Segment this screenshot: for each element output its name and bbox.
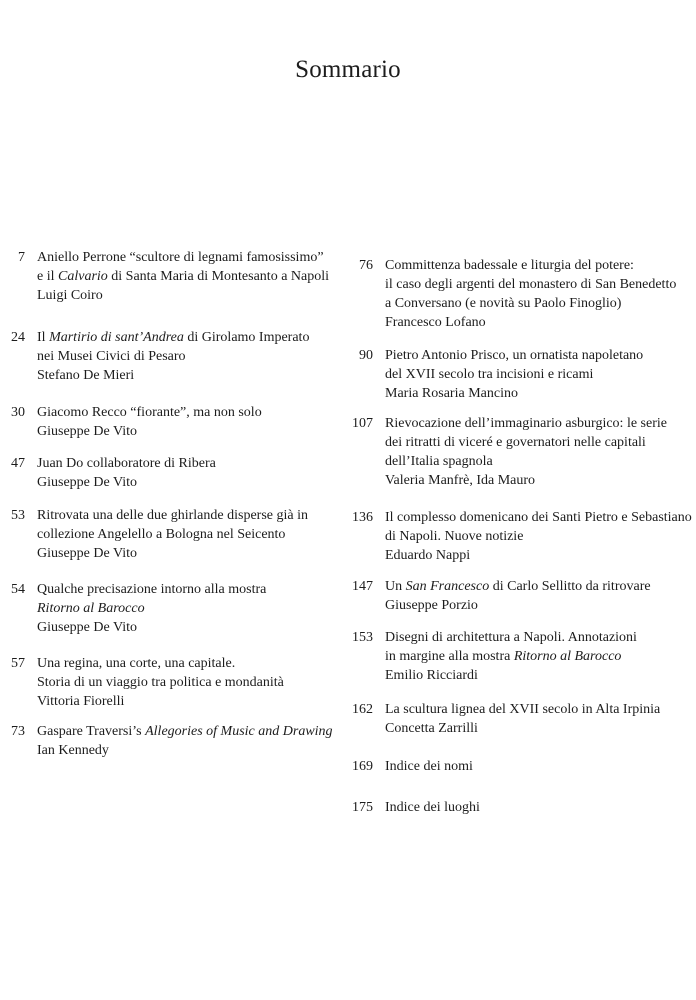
italic-title-text: Allegories of Music and Drawing	[145, 724, 333, 739]
entry-author: Eduardo Nappi	[385, 548, 471, 563]
entry-title-line	[37, 347, 330, 366]
page-number: 30	[11, 405, 25, 420]
entry-author: Stefano De Mieri	[37, 368, 135, 383]
entry-body	[385, 628, 678, 685]
italic-title-text: Ritorno al Barocco	[37, 601, 145, 616]
title-text: e il	[37, 269, 58, 284]
italic-title-text: San Francesco	[405, 579, 490, 594]
title-text: Una regina, una corte, una capitale.	[37, 656, 236, 671]
page-number: 47	[11, 456, 25, 471]
entry-author: Giuseppe Porzio	[385, 598, 478, 613]
toc-entry	[0, 248, 330, 305]
title-text: collezione Angelello a Bologna nel Seicento	[37, 527, 286, 542]
page-number: 57	[11, 656, 25, 671]
entry-title-line	[37, 599, 330, 618]
italic-title-text: Martirio di sant’Andrea	[49, 330, 184, 345]
toc-entry	[348, 700, 678, 738]
page-number: 53	[11, 508, 25, 523]
entry-body	[37, 328, 330, 385]
entry-title-line	[37, 525, 330, 544]
entry-author: Giuseppe De Vito	[37, 546, 137, 561]
page-number: 54	[11, 582, 25, 597]
toc-entry	[348, 414, 678, 490]
toc-entry	[348, 508, 692, 565]
entry-title-line	[37, 454, 330, 473]
toc-entry	[348, 577, 678, 615]
title-text: Rievocazione dell’immaginario asburgico: le serie	[385, 416, 667, 431]
title-text: Un	[385, 579, 406, 594]
entry-body	[37, 403, 330, 441]
entry-author: Francesco Lofano	[385, 315, 486, 330]
page-number: 147	[352, 579, 373, 594]
title-text: di Napoli. Nuove notizie	[385, 529, 524, 544]
toc-entry	[0, 506, 330, 563]
entry-title-line	[385, 414, 678, 433]
page-number: 7	[18, 250, 25, 265]
title-text: del XVII secolo tra incisioni e ricami	[385, 367, 594, 382]
page-number: 90	[359, 348, 373, 363]
entry-title-line	[37, 722, 333, 741]
title-text: Juan Do collaboratore di Ribera	[37, 456, 216, 471]
page-number: 107	[352, 416, 373, 431]
title-text: Disegni di architettura a Napoli. Annotazioni	[385, 630, 637, 645]
title-text: Ritrovata una delle due ghirlande disperse già in	[37, 508, 308, 523]
title-text: Aniello Perrone “scultore di legnami famosissimo”	[37, 250, 324, 265]
entry-title-line	[385, 433, 678, 452]
entry-body	[385, 346, 678, 403]
entry-title-line	[385, 647, 678, 666]
italic-title-text: Ritorno al Barocco	[513, 649, 622, 664]
entry-body	[385, 798, 678, 817]
title-text: Indice dei nomi	[385, 759, 473, 774]
title-text: Gaspare Traversi’s	[37, 724, 146, 739]
title-text: dei ritratti di viceré e governatori nelle capitali	[385, 435, 646, 450]
entry-title-line	[37, 580, 330, 599]
page-number: 169	[352, 759, 373, 774]
entry-body	[37, 654, 330, 711]
entry-body	[37, 506, 330, 563]
entry-title-line	[385, 757, 678, 776]
toc-entry	[348, 798, 678, 817]
entry-title-line	[385, 365, 678, 384]
entry-author: Luigi Coiro	[37, 288, 103, 303]
entry-author: Vittoria Fiorelli	[37, 694, 125, 709]
entry-author: Emilio Ricciardi	[385, 668, 478, 683]
title-text: Storia di un viaggio tra politica e mondanità	[37, 675, 284, 690]
title-text: dell’Italia spagnola	[385, 454, 493, 469]
page-number: 175	[352, 800, 373, 815]
entry-author: Giuseppe De Vito	[37, 475, 137, 490]
italic-title-text: Calvario	[58, 269, 108, 284]
toc-entry	[348, 256, 678, 332]
entry-body	[385, 256, 678, 332]
entry-title-line	[37, 267, 330, 286]
toc-entry	[0, 328, 330, 385]
page-number: 162	[352, 702, 373, 717]
entry-body	[37, 580, 330, 637]
title-text: a Conversano (e novità su Paolo Finoglio)	[385, 296, 622, 311]
title-text: di Carlo Sellitto da ritrovare	[489, 579, 651, 594]
entry-title-line	[37, 506, 330, 525]
title-text: di Santa Maria di Montesanto a Napoli	[107, 269, 330, 284]
page-number: 73	[11, 724, 25, 739]
entry-title-line	[385, 527, 678, 546]
entry-title-line	[385, 346, 678, 365]
entry-author: Concetta Zarrilli	[385, 721, 478, 736]
entry-title-line	[37, 328, 330, 347]
entry-title-line	[37, 403, 330, 422]
entry-author: Valeria Manfrè, Ida Mauro	[385, 473, 536, 488]
title-text: Giacomo Recco “fiorante”, ma non solo	[37, 405, 262, 420]
entry-title-line	[385, 577, 678, 596]
entry-body	[37, 722, 333, 760]
title-text: il caso degli argenti del monastero di San Benedetto	[385, 277, 677, 292]
page-number: 24	[11, 330, 25, 345]
entry-title-line	[385, 275, 678, 294]
entry-body	[37, 248, 330, 305]
title-text: Il	[37, 330, 50, 345]
entry-author: Giuseppe De Vito	[37, 424, 137, 439]
toc-entry	[348, 628, 678, 685]
toc-entry	[0, 654, 330, 711]
entry-title-line	[385, 798, 678, 817]
entry-author: Giuseppe De Vito	[37, 620, 137, 635]
entry-title-line	[385, 452, 678, 471]
page-number: 76	[359, 258, 373, 273]
entry-title-line	[37, 654, 330, 673]
title-text: nei Musei Civici di Pesaro	[37, 349, 186, 364]
entry-body	[385, 508, 692, 565]
entry-body	[385, 577, 678, 615]
entry-body	[385, 700, 678, 738]
toc-entry	[0, 580, 330, 637]
toc-entry	[348, 757, 678, 776]
entry-title-line	[385, 256, 678, 275]
entry-title-line	[385, 628, 678, 647]
entry-title-line	[385, 700, 678, 719]
entry-author: Maria Rosaria Mancino	[385, 386, 518, 401]
title-text: Committenza badessale e liturgia del potere:	[385, 258, 634, 273]
entry-body	[385, 414, 678, 490]
page-title: Sommario	[295, 56, 401, 83]
toc-entry	[0, 722, 333, 760]
entry-title-line	[385, 508, 692, 527]
page-number: 136	[352, 510, 373, 525]
title-text: Pietro Antonio Prisco, un ornatista napoletano	[385, 348, 644, 363]
toc-entry	[0, 454, 330, 492]
entry-title-line	[37, 673, 330, 692]
title-text: Qualche precisazione intorno alla mostra	[37, 582, 267, 597]
title-text: in margine alla mostra	[385, 649, 514, 664]
entry-author: Ian Kennedy	[37, 743, 109, 758]
entry-title-line	[37, 248, 330, 267]
title-text: di Girolamo Imperato	[183, 330, 310, 345]
title-text: Indice dei luoghi	[385, 800, 480, 815]
entry-body	[385, 757, 678, 776]
toc-entry	[348, 346, 678, 403]
toc-entry	[0, 403, 330, 441]
title-text: Il complesso domenicano dei Santi Pietro e Sebastiano	[385, 510, 692, 525]
entry-body	[37, 454, 330, 492]
title-text: La scultura lignea del XVII secolo in Alta Irpinia	[385, 702, 661, 717]
entry-title-line	[385, 294, 678, 313]
page-number: 153	[352, 630, 373, 645]
